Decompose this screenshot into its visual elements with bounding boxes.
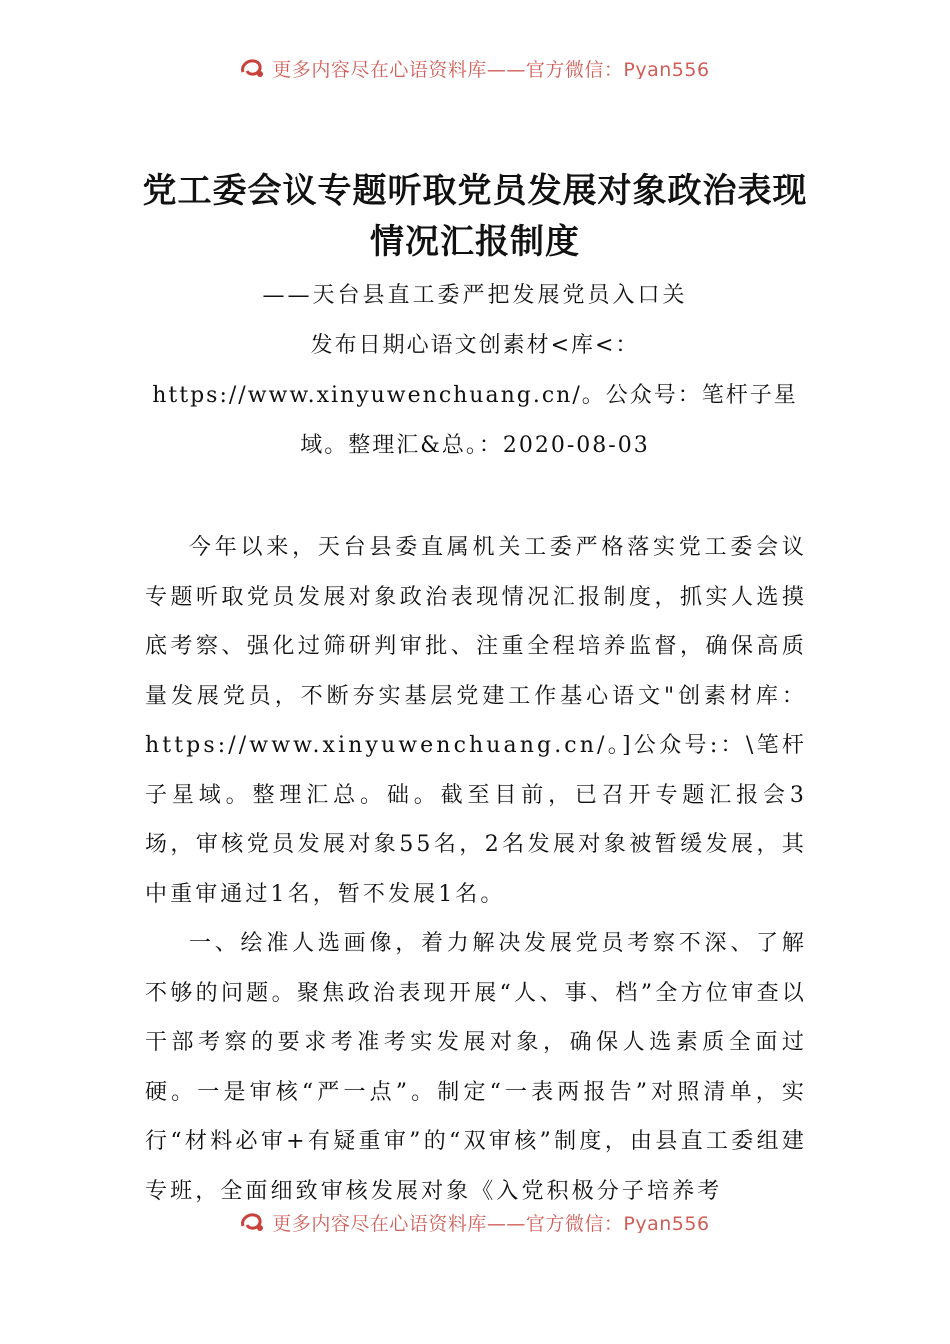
watermark-banner-top — [0, 57, 950, 79]
watermark-text: 更多内容尽在心语资料库——官方微信：Pyan556 — [272, 58, 710, 79]
article-body — [145, 523, 807, 1216]
watermark-banner-bottom — [0, 1211, 950, 1233]
brand-logo-icon — [240, 57, 266, 79]
document-title: 党工委会议专题听取党员发展对象政治表现情况汇报制度 — [142, 171, 808, 262]
paragraph: 一、绘准人选画像，着力解决发展党员考察不深、了解不够的问题。聚焦政治表现开展“人、事、档”全方位审查以干部考察的要求考准考实发展对象，确保人选素质全面过硬。一是审核“严一点”。制定“一表两报告”对照清单，实行“材料必审+有疑重审”的“双审核”制度，由县直工委组建专班，全面细致审核发展对象《入党积极分子培养考 — [145, 931, 807, 1204]
paragraph: 今年以来，天台县委直属机关工委严格落实党工委会议专题听取党员发展对象政治表现情况汇报制度，抓实人选摸底考察、强化过筛研判审批、注重全程培养监督，确保高质量发展党员，不断夯实基层党建工作基心语文"创素材库：https://www.xinyuwenchuang.cn/。]公众号:：\笔杆子星域。整理汇总。础。截至目前，已召开专题汇报会3场，审核党员发展对象55名，2名发展对象被暂缓发展，其中重审通过1名，暂不发展1名。 — [145, 535, 807, 907]
publish-info: 发布日期心语文创素材<库<：https://www.xinyuwenchuang.cn/。公众号：笔杆子星域。整理汇&总。：2020-08-03 — [152, 333, 798, 458]
document-subtitle: ——天台县直工委严把发展党员入口关 — [262, 283, 688, 308]
brand-logo-icon — [240, 1211, 266, 1233]
watermark-text: 更多内容尽在心语资料库——官方微信：Pyan556 — [272, 1212, 710, 1233]
